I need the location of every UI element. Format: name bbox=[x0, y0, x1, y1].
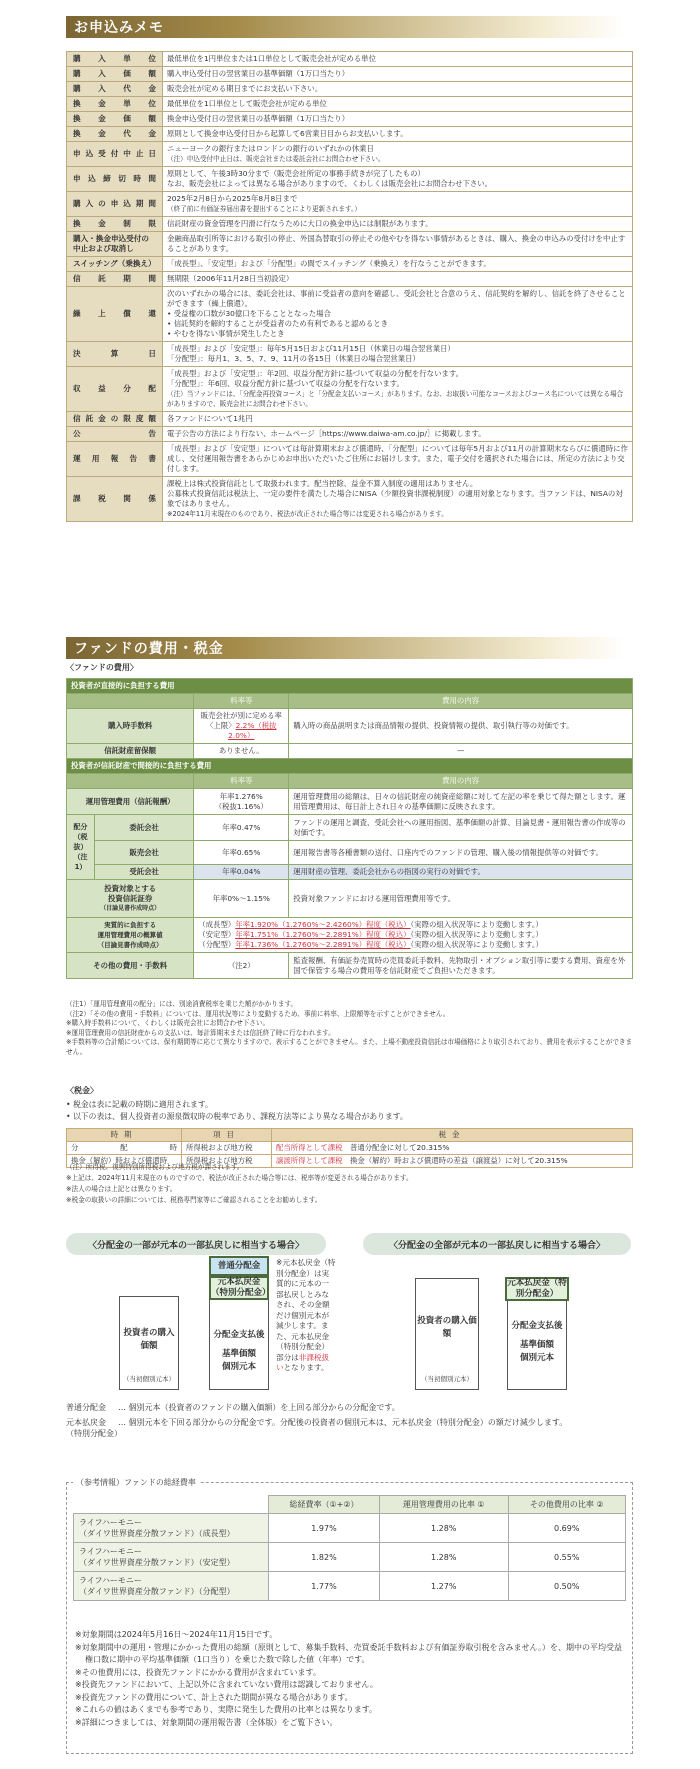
effective-fee-label: 実質的に負担する 運用管理費用の概算値 （目論見書作成時点） bbox=[67, 918, 194, 953]
mgmt-fee-label: 運用管理費用（信託報酬） bbox=[67, 789, 194, 815]
alloc-trustee-rate: 年率0.04% bbox=[194, 865, 289, 880]
memo-key: 申込受付中止日 bbox=[67, 142, 163, 167]
fee-notes: （注1）「運用管理費用の配分」には、別途消費税率を乗じた額がかかります。 （注2）「その他の費用・手数料」については、運用状況等により変動するため、事前に料率、上限額等を示すことができません。 ※購入時手数料について、くわしくは販売会社にお問合わせ下さい。 ※運用管理費用の信託財産からの支払いは、毎計算期末または信託終了時に行なわれます。 ※手数料等の合計額については、保有期間等に応じて異なりますので、表示することができません。また、上場不動産投資信託は市場価格により取引されており、費用を表示することができません。 bbox=[66, 1000, 633, 1056]
memo-row bbox=[67, 142, 633, 167]
reference-title: （参考情報）ファンドの総経費率 bbox=[73, 1477, 199, 1488]
tax-col-time: 時期 bbox=[67, 1129, 182, 1142]
tax-col-tax: 税金 bbox=[272, 1129, 633, 1142]
tax-row-redemption: 換金（解約）時および償還時 所得税および地方税 譲渡所得として課税 換金（解約）時および償還時の差益（譲渡益）に対して20.315% bbox=[67, 1155, 633, 1168]
ref-row-growth: ライフハーモニー （ダイワ世界資産分散ファンド）（成長型） 1.97% 1.28% 0.69% bbox=[74, 1514, 626, 1543]
purchase-fee-rate: 販売会社が別に定める率 〈上限〉2.2%（税抜2.0%） bbox=[194, 709, 289, 744]
memo-value: 最低単位を1口単位として販売会社が定める単位 bbox=[163, 97, 633, 112]
memo-key: 購入・換金申込受付の中止および取消し bbox=[67, 232, 163, 257]
col-desc: 費用の内容 bbox=[289, 694, 633, 709]
memo-key: 購入の申込期間 bbox=[67, 192, 163, 217]
right-investor-box: 投資者の購入価額 （当初個別元本） bbox=[415, 1278, 479, 1390]
memo-section-title: お申込みメモ bbox=[66, 16, 626, 38]
memo-value: 販売会社が定める期日までにお支払い下さい。 bbox=[163, 82, 633, 97]
alloc-trustee-desc: 運用財産の管理、委託会社からの指図の実行の対価です。 bbox=[289, 865, 633, 880]
memo-value: ニューヨークの銀行またはロンドンの銀行のいずれかの休業日 （注）申込受付中止日は、販売会社または委託会社にお問合わせ下さい。 bbox=[163, 142, 633, 167]
memo-row bbox=[67, 167, 633, 192]
def-refund-text: … 個別元本を下回る部分からの分配金です。分配後の投資者の個別元本は、元本払戻金（特別分配金）の額だけ減少します。 bbox=[118, 1418, 568, 1427]
tax-bullets: • 税金は表に記載の時期に適用されます。 • 以下の表は、個人投資者の源泉徴収時の税率であり、課税方法等により異なる場合があります。 bbox=[66, 1100, 408, 1121]
memo-value: 各ファンドについて1兆円 bbox=[163, 412, 633, 427]
reserve-desc: — bbox=[289, 744, 633, 759]
memo-row bbox=[67, 257, 633, 272]
col-rate: 料率等 bbox=[194, 694, 289, 709]
memo-key: 課税関係 bbox=[67, 477, 163, 522]
tax-row-distribution: 分配時 所得税および地方税 配当所得として課税 普通分配金に対して20.315% bbox=[67, 1142, 633, 1155]
memo-key: スイッチング（乗換え） bbox=[67, 257, 163, 272]
memo-key: 繰上償還 bbox=[67, 287, 163, 342]
fees-section-title: ファンドの費用・税金 bbox=[66, 637, 626, 659]
reserve-rate: ありません。 bbox=[194, 744, 289, 759]
memo-row bbox=[67, 412, 633, 427]
memo-row bbox=[67, 367, 633, 412]
alloc-seller-label: 販売会社 bbox=[95, 841, 194, 865]
fees-table bbox=[66, 678, 633, 979]
alloc-trustee-label: 受託会社 bbox=[95, 865, 194, 880]
alloc-seller-rate: 年率0.65% bbox=[194, 841, 289, 865]
memo-value: 換金申込受付日の翌営業日の基準価額（1万口当たり） bbox=[163, 112, 633, 127]
mgmt-fee-rate: 年率1.276% （税抜1.16%） bbox=[194, 789, 289, 815]
right-principal-refund: 元本払戻金（特別分配金） bbox=[505, 1277, 569, 1301]
memo-key: 換金代金 bbox=[67, 127, 163, 142]
other-fee-desc: 監査報酬、有価証券売買時の売買委託手数料、先物取引・オプション取引等に要する費用、資産を外国で保管する場合の費用等を信託財産でご負担いただきます。 bbox=[289, 953, 633, 979]
memo-key: 申込締切時間 bbox=[67, 167, 163, 192]
memo-value: 「成長型」および「安定型」：毎年5月15日および11月15日（休業日の場合翌営業日） 「分配型」：毎月1、3、5、7、9、11月の各15日（休業日の場合翌営業日） bbox=[163, 342, 633, 367]
diagram-right-title: 〈分配金の全部が元本の一部払戻しに相当する場合〉 bbox=[363, 1233, 631, 1255]
memo-row bbox=[67, 67, 633, 82]
memo-row bbox=[67, 232, 633, 257]
purchase-fee-desc: 購入時の商品説明または商品情報の提供、投資情報の提供、取引執行等の対価です。 bbox=[289, 709, 633, 744]
memo-key: 購入価額 bbox=[67, 67, 163, 82]
memo-key: 決算日 bbox=[67, 342, 163, 367]
memo-value: 購入申込受付日の翌営業日の基準価額（1万口当たり） bbox=[163, 67, 633, 82]
ref-row-stable: ライフハーモニー （ダイワ世界資産分散ファンド）（安定型） 1.82% 1.28% 0.55% bbox=[74, 1543, 626, 1572]
memo-row bbox=[67, 52, 633, 67]
memo-key: 換金価額 bbox=[67, 112, 163, 127]
memo-key: 公告 bbox=[67, 427, 163, 442]
ref-col-mgmt: 運用管理費用の比率 ① bbox=[379, 1496, 508, 1514]
memo-value: 金融商品取引所等における取引の停止、外国為替取引の停止その他やむを得ない事情があるときは、購入、換金の申込みの受付けを中止することがあります。 bbox=[163, 232, 633, 257]
ref-col-total: 総経費率（①+②） bbox=[269, 1496, 380, 1514]
memo-value: 電子公告の方法により行ない、ホームページ［https://www.daiwa-am.co.jp/］に掲載します。 bbox=[163, 427, 633, 442]
memo-key: 信託金の限度額 bbox=[67, 412, 163, 427]
memo-value: 課税上は株式投資信託として取扱われます。配当控除、益金不算入制度の適用はありません。 公募株式投資信託は税法上、一定の要件を満たした場合にNISA（少額投資非課税制度）の適用対象となります。当ファンドは、NISAの対象ではありません。 ※2024年11月末現在のものであり、税法が改正された場合等には変更される場合があります。 bbox=[163, 477, 633, 522]
other-fee-label: その他の費用・手数料 bbox=[67, 953, 194, 979]
memo-table bbox=[66, 51, 633, 522]
memo-value: 最低単位を1円単位または1口単位として販売会社が定める単位 bbox=[163, 52, 633, 67]
ref-col-other: その他費用の比率 ② bbox=[508, 1496, 625, 1514]
memo-row bbox=[67, 217, 633, 232]
memo-row bbox=[67, 127, 633, 142]
memo-value: 原則として、午後3時30分まで（販売会社所定の事務手続きが完了したもの） なお、販売会社によっては異なる場合がありますので、くわしくは販売会社にお問合わせ下さい。 bbox=[163, 167, 633, 192]
other-fee-rate: （注2） bbox=[194, 953, 289, 979]
memo-row bbox=[67, 287, 633, 342]
ref-row-dist: ライフハーモニー （ダイワ世界資産分散ファンド）（分配型） 1.77% 1.27% 0.50% bbox=[74, 1572, 626, 1601]
target-fund-desc: 投資対象ファンドにおける運用管理費用等です。 bbox=[289, 880, 633, 918]
tax-col-item: 項目 bbox=[182, 1129, 272, 1142]
memo-value: 信託財産の資金管理を円滑に行なうために大口の換金申込には制限があります。 bbox=[163, 217, 633, 232]
tax-subtitle: 〈税金〉 bbox=[66, 1086, 98, 1095]
memo-key: 購入代金 bbox=[67, 82, 163, 97]
left-principal-refund: 元本払戻金（特別分配金） bbox=[211, 1277, 271, 1298]
memo-key: 購入単位 bbox=[67, 52, 163, 67]
memo-row bbox=[67, 427, 633, 442]
target-fund-rate: 年率0%～1.15% bbox=[194, 880, 289, 918]
right-after-box: 分配金支払後 基準価額 個別元本 bbox=[507, 1300, 567, 1390]
reference-box bbox=[66, 1478, 633, 1754]
left-normal-dist: 普通分配金 bbox=[209, 1256, 269, 1276]
expense-ratio-table bbox=[73, 1495, 626, 1601]
effective-fee-dist: （分配型）年率1.736%（1.2760%～2.2891%）程度（税込）（実際の組入状況等により変動します。） bbox=[198, 940, 543, 949]
memo-key: 換金制限 bbox=[67, 217, 163, 232]
memo-key: 信託期間 bbox=[67, 272, 163, 287]
effective-fee-growth: （成長型）年率1.920%（1.2760%～2.4260%）程度（税込）（実際の組入状況等により変動します。） bbox=[198, 920, 543, 929]
target-fund-label: 投資対象とする 投資信託証券 （目論見書作成時点） bbox=[67, 880, 194, 918]
alloc-trustor-label: 委託会社 bbox=[95, 815, 194, 841]
col-desc-2: 費用の内容 bbox=[289, 774, 633, 789]
fees-subtitle: 〈ファンドの費用〉 bbox=[66, 663, 138, 672]
def-refund-term: 元本払戻金 （特別分配金） bbox=[66, 1418, 122, 1438]
alloc-trustor-rate: 年率0.47% bbox=[194, 815, 289, 841]
refund-side-note: ※元本払戻金（特別分配金）は実質的に元本の一部払戻しとみなされ、その金額だけ個別元本が減少します。また、元本払戻金（特別分配金）部分は非課税扱いとなります。 bbox=[276, 1258, 336, 1372]
direct-band: 投資者が直接的に負担する費用 bbox=[67, 679, 633, 694]
col-rate-2: 料率等 bbox=[194, 774, 289, 789]
memo-value: 2025年2月8日から2025年8月8日まで （終了前に有価証券届出書を提出することにより更新されます。） bbox=[163, 192, 633, 217]
memo-value: 次のいずれかの場合には、委託会社は、事前に受益者の意向を確認し、受託会社と合意のうえ、信託契約を解約し、信託を終了させることができます（繰上償還）。 • 受益権の口数が30億口を下ることとなった場合 • 信託契約を解約することが受益者のため有利であると認めるとき • やむを得ない事情が発生したとき bbox=[163, 287, 633, 342]
memo-row bbox=[67, 82, 633, 97]
alloc-trustor-desc: ファンドの運用と調査、受託会社への運用指図、基準価額の計算、目論見書・運用報告書の作成等の対価です。 bbox=[289, 815, 633, 841]
memo-row bbox=[67, 272, 633, 287]
effective-fee-stable: （安定型）年率1.751%（1.2760%～2.2891%）程度（税込）（実際の組入状況等により変動します。） bbox=[198, 930, 543, 939]
mgmt-fee-desc: 運用管理費用の総額は、日々の信託財産の純資産総額に対して左記の率を乗じて得た額とします。運用管理費用は、毎日計上され日々の基準価額に反映されます。 bbox=[289, 789, 633, 815]
memo-key: 収益分配 bbox=[67, 367, 163, 412]
memo-row bbox=[67, 477, 633, 522]
purchase-fee-label: 購入時手数料 bbox=[67, 709, 194, 744]
tax-notes: （注）所得税、復興特別所得税および地方税が課されます。 ※上記は、2024年11月末現在のものですので、税法が改正された場合等には、税率等が変更される場合があります。 ※法人の場合は上記とは異なります。 ※税金の取扱いの詳細については、税務専門家等にご確認されることをお勧めします。 bbox=[66, 1163, 413, 1204]
indirect-band: 投資者が信託財産で間接的に負担する費用 bbox=[67, 759, 633, 774]
left-after-box: 分配金支払後 基準価額 個別元本 bbox=[209, 1277, 269, 1390]
memo-row bbox=[67, 112, 633, 127]
reference-notes: ※対象期間は2024年5月16日～2024年11月15日です。 ※対象期間中の運用・管理にかかった費用の総額（原則として、募集手数料、売買委託手数料および有価証券取引税を含みません。）を、期中の平均受益権口数に期中の平均基準価額（1口当り）を乗じた数で除した値（年率）です。 ※その他費用には、投資先ファンドにかかる費用が含まれています。 ※投資先ファンドにおいて、上記以外に含まれていない費用は認識しておりません。 ※投資先ファンドの費用について、計上された期間が異なる場合があります。 ※これらの値はあくまでも参考であり、実際に発生した費用の比率とは異なります。 ※詳細につきましては、対象期間の運用報告書（全体版）をご覧下さい。 bbox=[75, 1630, 623, 1727]
memo-row bbox=[67, 442, 633, 477]
def-normal-dist: 普通分配金 … 個別元本（投資者のファンドの購入価額）を上回る部分からの分配金です。 bbox=[66, 1403, 400, 1412]
alloc-seller-desc: 運用報告書等各種書類の送付、口座内でのファンドの管理、購入後の情報提供等の対価です。 bbox=[289, 841, 633, 865]
memo-value: 「成長型」、「安定型」および「分配型」の間でスイッチング（乗換え）を行なうことができます。 bbox=[163, 257, 633, 272]
memo-value: 無期限（2006年11月28日当初設定） bbox=[163, 272, 633, 287]
memo-row bbox=[67, 97, 633, 112]
reserve-label: 信託財産留保額 bbox=[67, 744, 194, 759]
left-investor-box: 投資者の購入価額 （当初個別元本） bbox=[119, 1296, 179, 1390]
diagram-left-title: 〈分配金の一部が元本の一部払戻しに相当する場合〉 bbox=[66, 1233, 326, 1255]
effective-fee-values bbox=[194, 918, 633, 953]
memo-row bbox=[67, 192, 633, 217]
memo-row bbox=[67, 342, 633, 367]
memo-key: 換金単位 bbox=[67, 97, 163, 112]
memo-value: 「成長型」および「安定型」：年2回、収益分配方針に基づいて収益の分配を行ないます。 「分配型」：年6回、収益分配方針に基づいて収益の分配を行ないます。 （注）当ファンドには、「分配金再投資コース」と「分配金支払いコース」があります。なお、お取扱い可能なコースおよびコース名については異なる場合がありますので、販売会社にお問合わせ下さい。 bbox=[163, 367, 633, 412]
memo-key: 運用報告書 bbox=[67, 442, 163, 477]
memo-value: 「成長型」および「安定型」については毎計算期末および償還時、「分配型」については毎年5月および11月の計算期末ならびに償還時に作成し、交付運用報告書をあらかじめお申出いただいたご住所にお届けします。また、電子交付を選択された場合には、所定の方法により交付します。 bbox=[163, 442, 633, 477]
alloc-label: 配分（税抜）（注1） bbox=[67, 815, 95, 880]
memo-value: 原則として換金申込受付日から起算して6営業日目からお支払いします。 bbox=[163, 127, 633, 142]
